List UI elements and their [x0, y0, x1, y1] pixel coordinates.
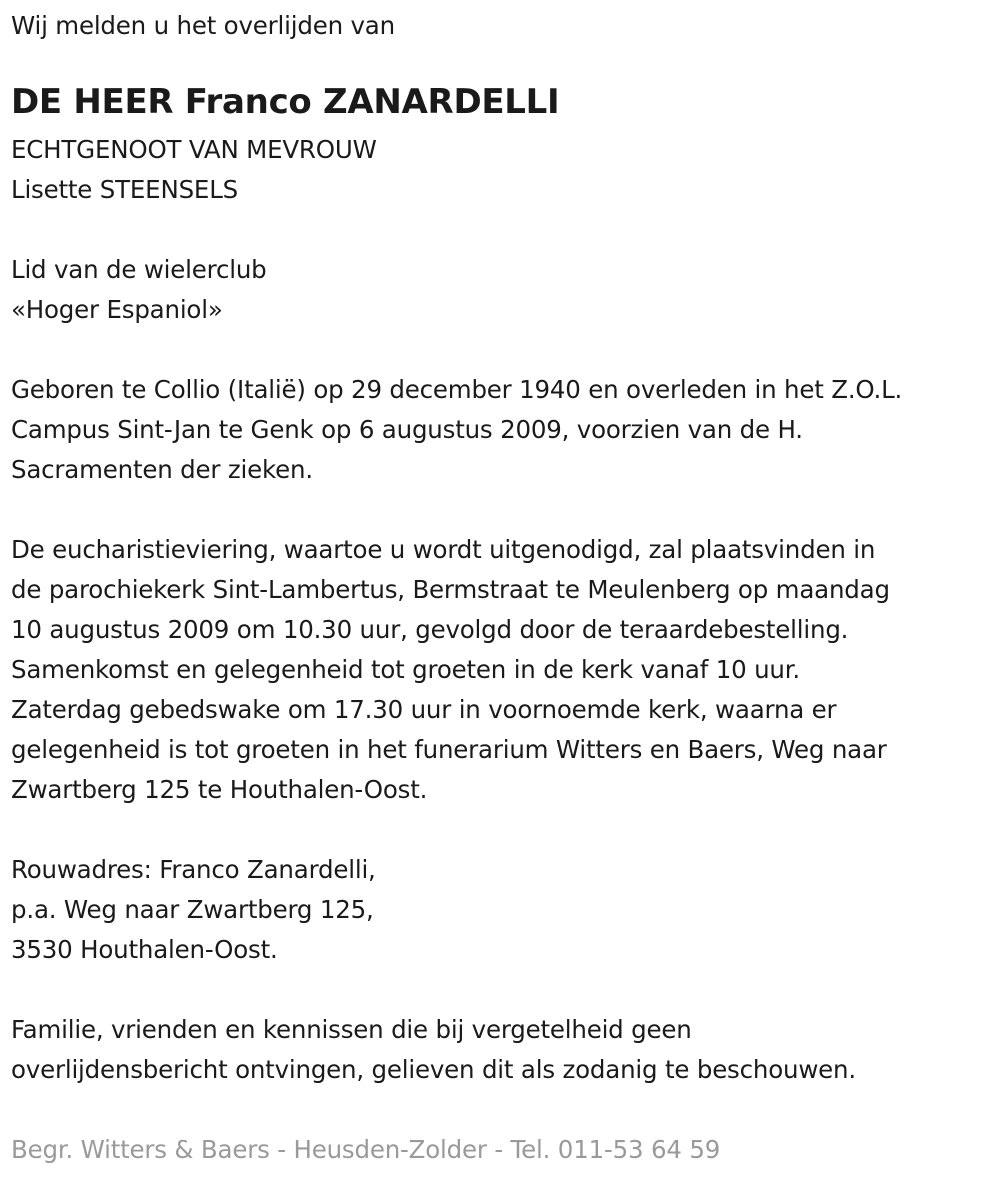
spacer	[11, 210, 996, 250]
address-line: 3530 Houthalen-Oost.	[11, 935, 278, 964]
paragraph-line: de parochiekerk Sint-Lambertus, Bermstraat te Meulenberg op maandag	[11, 575, 890, 604]
address-line: p.a. Weg naar Zwartberg 125,	[11, 895, 374, 924]
paragraph-line: overlijdensbericht ontvingen, gelieven dit als zodanig te beschouwen.	[11, 1055, 856, 1084]
club-name: «Hoger Espaniol»	[11, 295, 223, 324]
paragraph-line: Campus Sint-Jan te Genk op 6 augustus 2009, voorzien van de H.	[11, 415, 803, 444]
spouse-name: Lisette STEENSELS	[11, 175, 239, 204]
ceremony-paragraph	[11, 530, 996, 810]
intro-text: Wij melden u het overlijden van	[11, 11, 395, 40]
address-line: Rouwadres: Franco Zanardelli,	[11, 855, 376, 884]
spacer	[11, 970, 996, 1010]
paragraph-line: Samenkomst en gelegenheid tot groeten in de kerk vanaf 10 uur.	[11, 655, 800, 684]
spacer	[11, 330, 996, 370]
paragraph-line: Zwartberg 125 te Houthalen-Oost.	[11, 775, 428, 804]
spacer	[11, 1090, 996, 1130]
paragraph-line: Sacramenten der zieken.	[11, 455, 313, 484]
paragraph-line: Geboren te Collio (Italië) op 29 december 1940 en overleden in het Z.O.L.	[11, 375, 903, 404]
spouse-label: ECHTGENOOT VAN MEVROUW	[11, 135, 377, 164]
club-line: Lid van de wielerclub	[11, 255, 267, 284]
birth-death-paragraph	[11, 370, 996, 490]
spacer	[11, 810, 996, 850]
mourning-address	[11, 850, 996, 970]
paragraph-line: 10 augustus 2009 om 10.30 uur, gevolgd door de teraardebestelling.	[11, 615, 849, 644]
spacer	[11, 490, 996, 530]
funeral-home-footer: Begr. Witters & Baers - Heusden-Zolder - Tel. 011-53 64 59	[11, 1135, 721, 1164]
paragraph-line: Zaterdag gebedswake om 17.30 uur in voornoemde kerk, waarna er	[11, 695, 837, 724]
paragraph-line: De eucharistieviering, waartoe u wordt uitgenodigd, zal plaatsvinden in	[11, 535, 876, 564]
deceased-name: DE HEER Franco ZANARDELLI	[11, 82, 560, 122]
obituary-notice	[11, 6, 996, 1170]
paragraph-line: Familie, vrienden en kennissen die bij vergetelheid geen	[11, 1015, 692, 1044]
notice-paragraph	[11, 1010, 996, 1090]
paragraph-line: gelegenheid is tot groeten in het funerarium Witters en Baers, Weg naar	[11, 735, 887, 764]
